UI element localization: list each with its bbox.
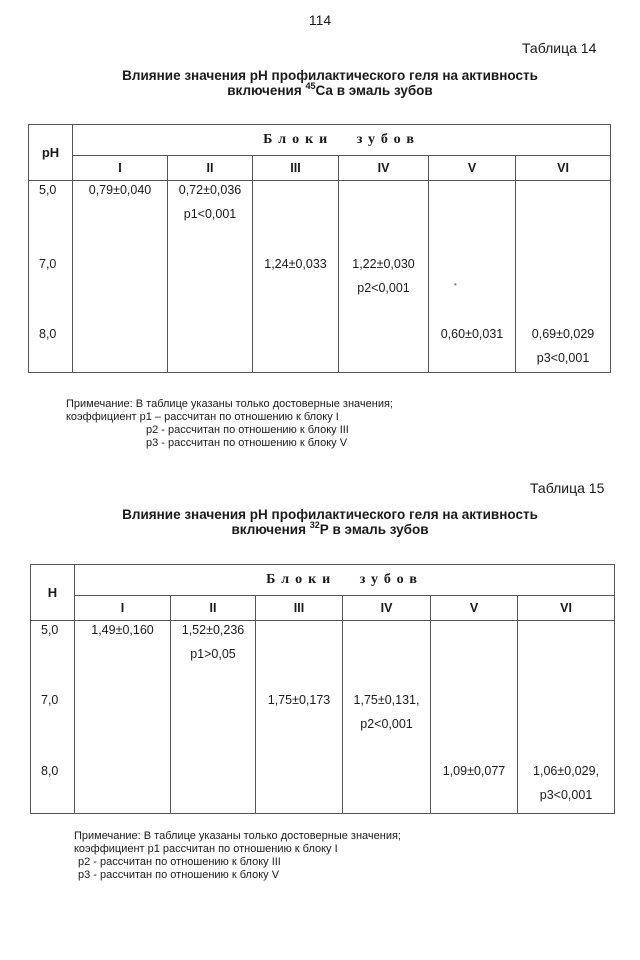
table-14-ph-column <box>29 181 73 373</box>
table-14-label: Таблица 14 <box>522 40 597 56</box>
table-14-title <box>60 68 600 98</box>
table-14-note-line: р2 - рассчитан по отношению к блоку III <box>146 424 349 436</box>
table-15-p-value: p3<0,001 <box>539 788 593 802</box>
table-14-note <box>66 398 393 450</box>
table-14-col-5-cell <box>429 181 516 373</box>
table-14-col-5: V <box>429 156 516 181</box>
table-14-title-line1: Влияние значения рН профилактического геля на активность <box>122 68 538 83</box>
table-15-col-3-cell <box>256 621 343 814</box>
table-14-col-2-cell <box>168 181 253 373</box>
table-15-col-5-cell <box>431 621 518 814</box>
table-15-col-6: VI <box>518 596 615 621</box>
table-14-ph-8: 8,0 <box>39 327 57 341</box>
table-14-title-isotope: Са в эмаль зубов <box>315 83 433 98</box>
table-15-title-prefix: включения <box>231 522 310 537</box>
table-14-isotope-mass: 45 <box>305 81 316 91</box>
table-15-ph-5: 5,0 <box>41 623 59 637</box>
table-14-p-value: p3<0,001 <box>536 351 590 365</box>
table-14-note-line: коэффициент р1 – рассчитан по отношению к блоку I <box>66 411 339 423</box>
table-15-col-1-cell <box>75 621 171 814</box>
table-14-col-6-cell <box>516 181 611 373</box>
table-14-p-value: p2<0,001 <box>357 281 410 295</box>
scan-speck: • <box>454 280 457 289</box>
table-15-col-6-cell <box>518 621 615 814</box>
table-15-note-line: Примечание: В таблице указаны только достоверные значения; <box>74 830 401 842</box>
table-15-ph-7: 7,0 <box>41 693 59 707</box>
table-14 <box>28 124 611 373</box>
table-15-p-value: p1>0,05 <box>190 647 236 661</box>
table-14-ph-7: 7,0 <box>39 257 57 271</box>
table-14-value: 0,60±0,031 <box>440 327 504 341</box>
table-14-p-value: p1<0,001 <box>183 207 237 221</box>
table-15-value: 1,06±0,029, <box>533 764 599 778</box>
table-15-col-4-cell <box>343 621 431 814</box>
table-14-title-prefix: включения <box>227 83 306 98</box>
table-14-value: 0,69±0,029 <box>531 327 595 341</box>
table-15-note-line: коэффициент р1 рассчитан по отношению к блоку I <box>74 843 338 855</box>
table-14-col-3: III <box>253 156 339 181</box>
table-15-title-line2 <box>60 522 600 537</box>
table-15-blocks-header: Блоки зубов <box>75 565 615 596</box>
table-15-ph-8: 8,0 <box>41 764 59 778</box>
table-15-value: 1,09±0,077 <box>442 764 506 778</box>
table-14-note-line: р3 - рассчитан по отношению к блоку V <box>146 437 348 449</box>
table-15-ph-column <box>31 621 75 814</box>
table-14-col-1-cell <box>73 181 168 373</box>
table-14-value: 1,24±0,033 <box>264 257 327 271</box>
table-15-title-line1: Влияние значения рН профилактического геля на активность <box>122 507 538 522</box>
page-number: 114 <box>308 12 332 28</box>
table-14-col-2: II <box>168 156 253 181</box>
table-14-title-line2 <box>60 83 600 98</box>
table-15-col-4: IV <box>343 596 431 621</box>
table-15-value: 1,49±0,160 <box>91 623 154 637</box>
table-15-title <box>60 507 600 537</box>
table-14-value: 1,22±0,030 <box>352 257 415 271</box>
table-15-col-2-cell <box>171 621 256 814</box>
table-14-note-line: Примечание: В таблице указаны только достоверные значения; <box>66 398 393 410</box>
table-15-isotope-mass: 32 <box>309 520 320 530</box>
table-15 <box>30 564 615 814</box>
table-15-value: 1,52±0,236 <box>181 623 245 637</box>
table-14-value: 0,79±0,040 <box>88 183 152 197</box>
table-15-note <box>74 830 401 882</box>
table-15-col-5: V <box>431 596 518 621</box>
table-15-note-line: р3 - рассчитан по отношению к блоку V <box>78 869 280 881</box>
table-15-col-1: I <box>75 596 171 621</box>
table-15-p-value: p2<0,001 <box>360 717 413 731</box>
table-14-ph-5: 5,0 <box>39 183 57 197</box>
table-15-title-isotope: Р в эмаль зубов <box>319 522 429 537</box>
table-14-col-4: IV <box>339 156 429 181</box>
table-15-note-line: р2 - рассчитан по отношению к блоку III <box>78 856 281 868</box>
table-14-col-4-cell <box>339 181 429 373</box>
table-14-col-6: VI <box>516 156 611 181</box>
table-15-value: 1,75±0,173 <box>267 693 331 707</box>
table-14-value: 0,72±0,036 <box>178 183 242 197</box>
table-15-col-2: II <box>171 596 256 621</box>
table-14-blocks-header: Блоки зубов <box>73 125 611 156</box>
table-14-col-3-cell <box>253 181 339 373</box>
table-14-ph-header: pH <box>29 125 73 181</box>
table-15-col-3: III <box>256 596 343 621</box>
table-15-ph-header: Н <box>31 565 75 621</box>
table-15-value: 1,75±0,131, <box>353 693 420 707</box>
table-15-label: Таблица 15 <box>530 480 605 496</box>
table-14-col-1: I <box>73 156 168 181</box>
